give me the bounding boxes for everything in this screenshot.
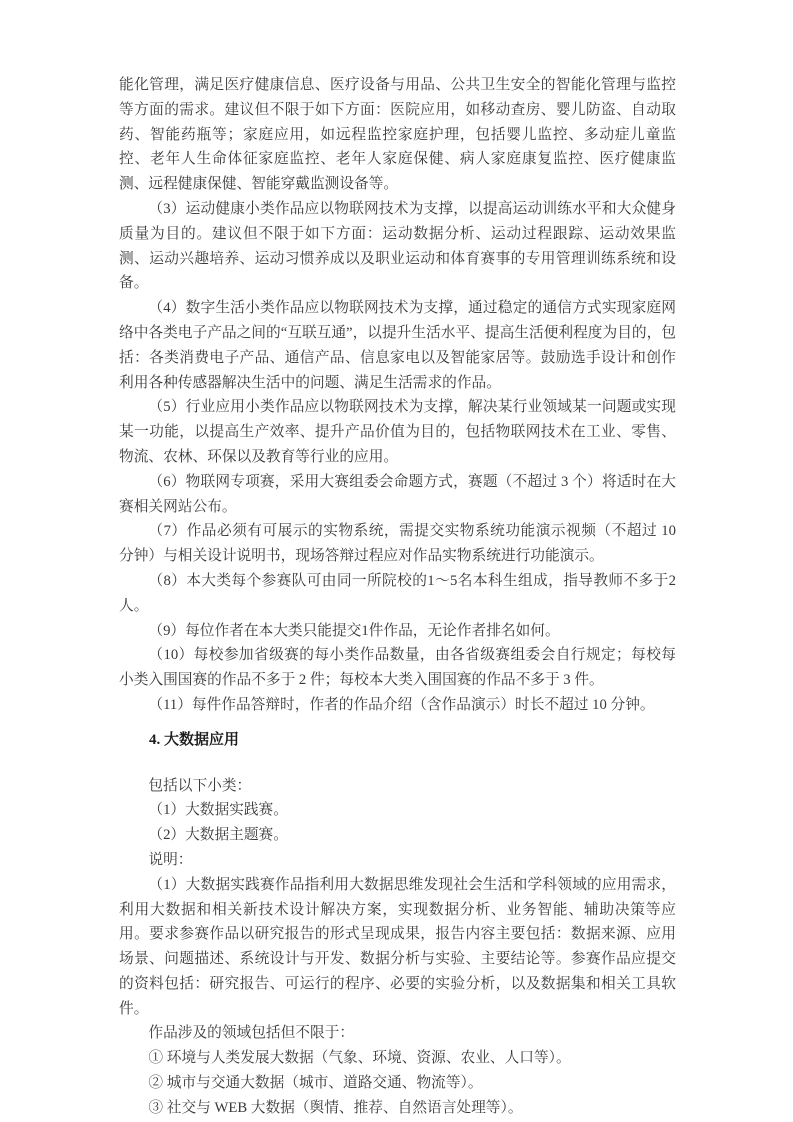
section-heading: 4. 大数据应用 [149, 731, 240, 748]
paragraph: （3）运动健康小类作品应以物联网技术为支撑，以提高运动训练水平和大众健身质量为目的。建议但不限于如下方面：运动数据分析、运动过程跟踪、运动效果监测、运动兴趣培养、运动习惯养成以及职业运动和体育赛事的专用管理训练系统和设备。 [119, 200, 676, 292]
paragraph: （2）大数据主题赛。 [148, 827, 288, 844]
document-body [119, 73, 676, 1121]
paragraph: ③ 社交与 WEB 大数据（舆情、推荐、自然语言处理等）。 [148, 1099, 523, 1116]
paragraph: ① 环境与人类发展大数据（气象、环境、资源、农业、人口等）。 [148, 1050, 571, 1067]
paragraph: （6）物联网专项赛，采用大赛组委会命题方式，赛题（不超过 3 个）将适时在大赛相关网站公布。 [119, 473, 676, 515]
paragraph: 作品涉及的领域包括但不限于： [148, 1025, 355, 1042]
paragraph: 说明： [148, 851, 193, 868]
paragraph: （7）作品必须有可展示的实物系统，需提交实物系统功能演示视频（不超过 10 分钟）与相关设计说明书，现场答辩过程应对作品实物系统进行功能演示。 [119, 523, 676, 565]
paragraph: （10）每校参加省级赛的每小类作品数量，由各省级赛组委会自行规定；每校每小类入围国赛的作品不多于 2 件；每校本大类入围国赛的作品不多于 3 件。 [119, 647, 676, 689]
paragraph: 能化管理，满足医疗健康信息、医疗设备与用品、公共卫生安全的智能化管理与监控等方面的需求。建议但不限于如下方面：医院应用，如移动查房、婴儿防盗、自动取药、智能药瓶等；家庭应用，如远程监控家庭护理，包括婴儿监控、多动症儿童监控、老年人生命体征家庭监控、老年人家庭保健、病人家庭康复监控、医疗健康监测、远程健康保健、智能穿戴监测设备等。 [119, 77, 676, 193]
paragraph: （1）大数据实践赛。 [148, 802, 288, 819]
paragraph: （11）每件作品答辩时，作者的作品介绍（含作品演示）时长不超过 10 分钟。 [148, 696, 655, 713]
paragraph: （1）大数据实践赛作品指利用大数据思维发现社会生活和学科领域的应用需求， 利用大数据和相关新技术设计解决方案，实现数据分析、业务智能、辅助决策等应用。要求参赛作品以研究报告的形式呈现成果，报告内容主要包括：数据来源、应用场景、问题描述、系统设计与开发、数据分析与实验、主要结论等。参赛作品应提交的资料包括：研究报告、可运行的程序、必要的实验分析，以及数据集和相关工具软件。 [119, 876, 676, 1017]
paragraph: （4）数字生活小类作品应以物联网技术为支撑，通过稳定的通信方式实现家庭网络中各类电子产品之间的“互联互通”，以提升生活水平、提高生活便利程度为目的，包括：各类消费电子产品、通信产品、信息家电以及智能家居等。鼓励选手设计和创作利用各种传感器解决生活中的问题、满足生活需求的作品。 [119, 300, 676, 391]
paragraph: （8）本大类每个参赛队可由同一所院校的1～5名本科生组成，指导教师不多于2人。 [119, 572, 676, 614]
paragraph: （5）行业应用小类作品应以物联网技术为支撑，解决某行业领域某一问题或实现某一功能，以提高生产效率、提升产品价值为目的，包括物联网技术在工业、零售、物流、农林、环保以及教育等行业的应用。 [119, 399, 676, 465]
paragraph: 包括以下小类： [148, 777, 252, 794]
paragraph: ② 城市与交通大数据（城市、道路交通、物流等）。 [148, 1075, 483, 1092]
paragraph: （9）每位作者在本大类只能提交1件作品，无论作者排名如何。 [148, 622, 560, 639]
